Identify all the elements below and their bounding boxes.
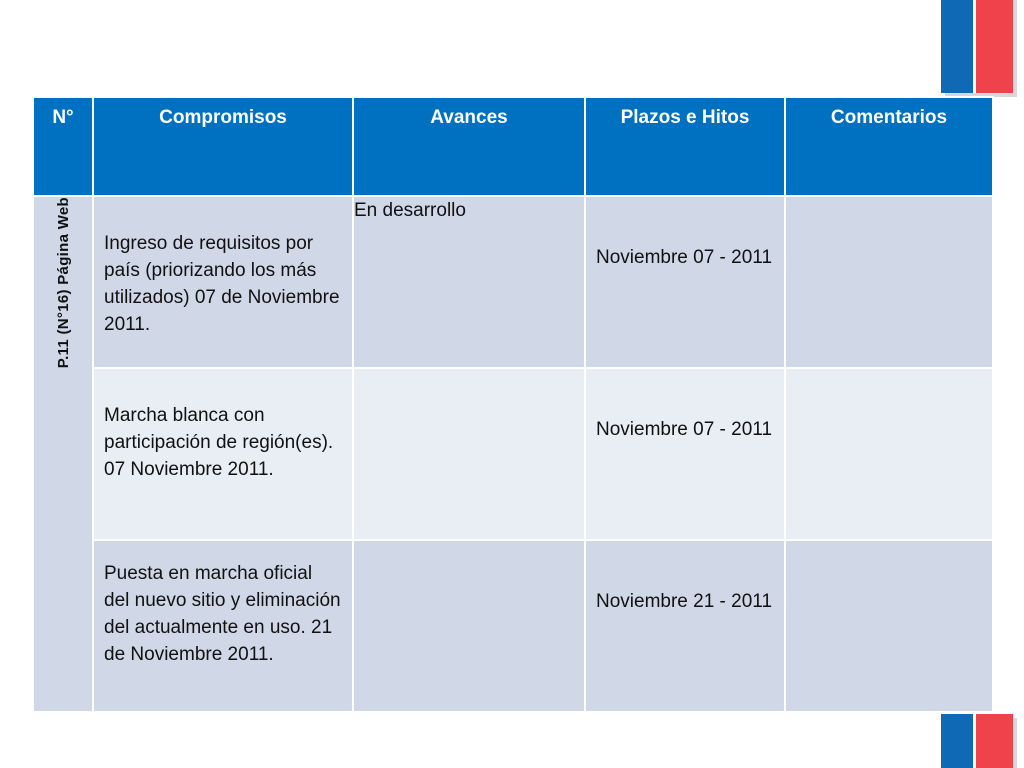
commitments-table	[32, 96, 994, 713]
header-comentarios: Comentarios	[785, 97, 993, 196]
row-group-label: P.11 (N°16) Página Web	[54, 197, 72, 369]
table-row	[33, 368, 993, 540]
table-row	[33, 540, 993, 712]
header-avances: Avances	[353, 97, 585, 196]
compromiso-cell: Marcha blanca con participación de región(es). 07 Noviembre 2011.	[93, 368, 353, 540]
comentario-cell	[785, 540, 993, 712]
plazo-cell: Noviembre 21 - 2011	[585, 540, 785, 712]
comentario-cell	[785, 368, 993, 540]
avance-cell	[353, 368, 585, 540]
table-row	[33, 196, 993, 368]
compromiso-cell: Ingreso de requisitos por país (priorizando los más utilizados) 07 de Noviembre 2011.	[93, 196, 353, 368]
plazo-cell: Noviembre 07 - 2011	[585, 196, 785, 368]
plazo-cell: Noviembre 07 - 2011	[585, 368, 785, 540]
comentario-cell	[785, 196, 993, 368]
header-compromisos: Compromisos	[93, 97, 353, 196]
avance-cell: En desarrollo	[353, 196, 585, 368]
avance-cell	[353, 540, 585, 712]
header-plazos: Plazos e Hitos	[585, 97, 785, 196]
table-header-row	[33, 97, 993, 196]
compromiso-cell: Puesta en marcha oficial del nuevo sitio y eliminación del actualmente en uso. 21 de Noviembre 2011.	[93, 540, 353, 712]
flag-decoration-top	[941, 0, 1017, 97]
row-group-label-cell	[33, 196, 93, 712]
flag-decoration-bottom	[941, 714, 1017, 768]
header-number: N°	[33, 97, 93, 196]
